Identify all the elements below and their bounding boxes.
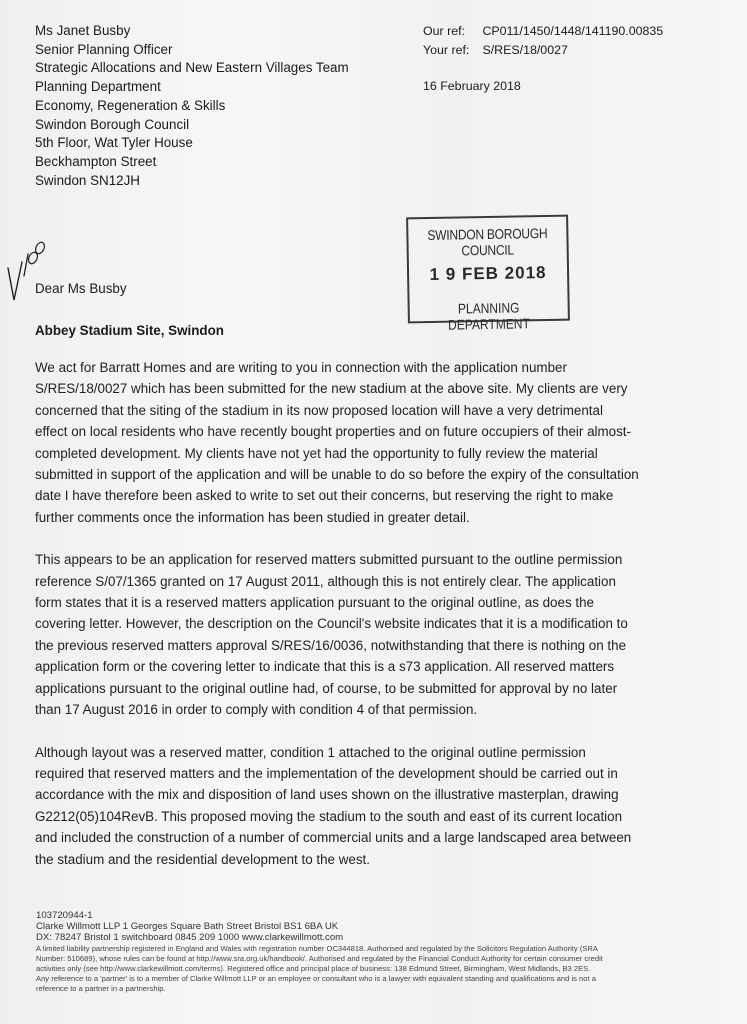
our-ref xyxy=(423,22,663,41)
text-line: effect on local residents who have recently bought properties and on future occupiers of their almost- xyxy=(35,424,631,440)
stamp-date: 1 9 FEB 2018 xyxy=(429,262,547,285)
text-line: the previous reserved matters approval S/RES/16/0036, notwithstanding that there is nothing on the xyxy=(35,637,627,653)
text-line: G2212(05)104RevB. This proposed moving the stadium to the south and east of its current location xyxy=(35,808,623,824)
text-line: covering letter. However, the description on the Council's website indicates that it is a modification to xyxy=(35,616,628,632)
text-line: required that reserved matters and the implementation of the development should be carried out in xyxy=(35,765,618,781)
salutation: Dear Ms Busby xyxy=(35,281,127,296)
text-line: applications pursuant to the original outline had, of course, to be submitted for approval by no later xyxy=(35,680,618,696)
letter-footer xyxy=(36,910,603,994)
address-line: Strategic Allocations and New Eastern Villages Team xyxy=(35,60,349,76)
stamp-department: PLANNING DEPARTMENT xyxy=(447,299,531,333)
address-line: Senior Planning Officer xyxy=(35,41,173,57)
text-line: date I have therefore been asked to write to set out their concerns, but reserving the right to make xyxy=(35,488,614,504)
legal-line: A limited liability partnership registered in England and Wales with registration number OC344818. Authorised and regulated by the Solicitors Regulation Authority (SRA xyxy=(36,943,598,953)
address-line: Beckhampton Street xyxy=(35,153,157,169)
legal-line: reference to a partner in a partnership. xyxy=(36,983,166,993)
text-line: and included the construction of a number of commercial units and a large landscaped area between xyxy=(35,830,632,846)
document-id: 103720944-1 xyxy=(36,910,93,921)
address-line: 5th Floor, Wat Tyler House xyxy=(35,135,193,151)
text-line: completed development. My clients have not yet had the opportunity to fully review the material xyxy=(35,445,598,461)
text-line: This appears to be an application for reserved matters submitted pursuant to the outline permission xyxy=(35,552,623,568)
stamp-council: SWINDON BOROUGH COUNCIL xyxy=(427,224,548,259)
your-ref-label: Your ref: xyxy=(423,42,470,57)
text-line: We act for Barratt Homes and are writing to you in connection with the application number xyxy=(35,360,567,375)
legal-line: activities only (see http://www.clarkewillmott.com/terms). Registered office and principal place of business: 138 Edmund Street, Birmingham, West Midlands, B3 2ES. xyxy=(36,963,591,973)
subject-heading: Abbey Stadium Site, Swindon xyxy=(35,323,224,338)
text-line: S/RES/18/0027 which has been submitted for the new stadium at the above site. My clients are very xyxy=(35,381,628,397)
address-line: Swindon Borough Council xyxy=(35,116,190,132)
text-line: Although layout was a reserved matter, condition 1 attached to the original outline permission xyxy=(35,744,586,760)
address-line: Planning Department xyxy=(35,79,161,95)
legal-line: Number: 510689), whose rules can be found at http://www.sra.org.uk/handbook/. Authorised and regulated by the Financial Conduct Authority for certain consumer credit xyxy=(36,953,603,963)
text-line: application form or the covering letter to indicate that this is a s73 application. All reserved matters xyxy=(35,659,615,675)
legal-line: Any reference to a 'partner' is to a member of Clarke Willmott LLP or an employee or consultant who is a lawyer with equivalent standing and qualifications and is not a xyxy=(36,973,596,983)
text-line: reference S/07/1365 granted on 17 August 2011, although this is not entirely clear. The application xyxy=(35,573,616,589)
text-line: concerned that the siting of the stadium in its now proposed location will have a very detrimental xyxy=(35,402,603,418)
your-ref xyxy=(423,41,663,60)
our-ref-label: Our ref: xyxy=(423,24,465,38)
text-line: further comments once the information has been studied in greater detail. xyxy=(35,509,470,525)
paragraph xyxy=(35,742,715,870)
our-ref-value: CP011/1450/1448/141190.00835 xyxy=(482,24,664,38)
letter-date: 16 February 2018 xyxy=(423,79,521,94)
text-line: form states that it is a reserved matters application pursuant to the original outline, as does the xyxy=(35,595,594,611)
address-line: Ms Janet Busby xyxy=(35,23,131,38)
firm-contact: DX: 78247 Bristol 1 switchboard 0845 209 1000 www.clarkewillmott.com xyxy=(36,932,344,944)
paragraph xyxy=(35,549,715,720)
text-line: accordance with the mix and disposition of land uses shown on the illustrative masterplan, drawing xyxy=(35,787,619,803)
text-line: than 17 August 2016 in order to comply with condition 4 of that permission. xyxy=(35,702,478,718)
recipient-address xyxy=(35,22,349,190)
address-line: Economy, Regeneration & Skills xyxy=(35,97,226,113)
paragraph xyxy=(35,357,715,528)
your-ref-value: S/RES/18/0027 xyxy=(482,42,568,57)
received-stamp xyxy=(406,215,570,333)
address-line: Swindon SN12JH xyxy=(35,172,140,188)
text-line: submitted in support of the application and will be unable to do so before the expiry of the consultation xyxy=(35,467,639,483)
reference-block xyxy=(423,22,663,96)
firm-address: Clarke Willmott LLP 1 Georges Square Bath Street Bristol BS1 6BA UK xyxy=(36,921,339,933)
letter-body xyxy=(35,357,715,891)
text-line: the stadium and the residential development to the west. xyxy=(35,851,370,867)
